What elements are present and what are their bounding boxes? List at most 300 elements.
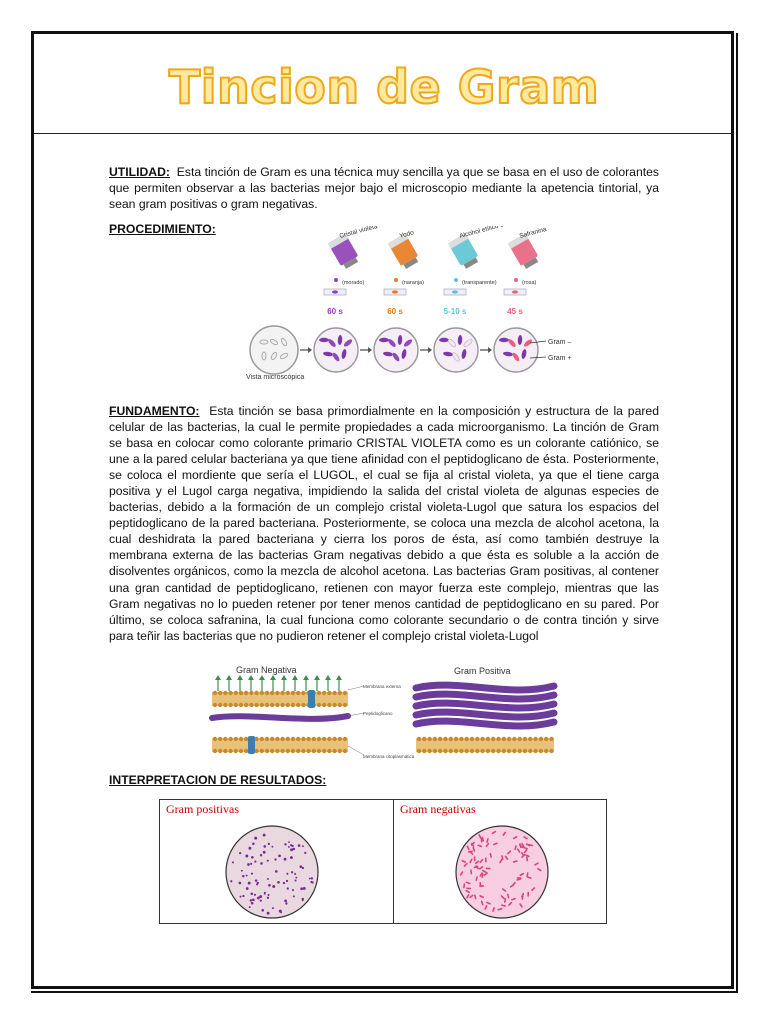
page-title: Tincion de Gram <box>168 60 600 114</box>
microscope-view <box>494 328 538 372</box>
lps-head <box>281 675 287 680</box>
arrow-head <box>308 347 312 353</box>
microscope-view <box>374 328 418 372</box>
lipid-head <box>239 737 243 741</box>
lps-head <box>215 675 221 680</box>
stained-bacterium <box>527 892 529 897</box>
lipid-head <box>228 703 232 707</box>
stained-bacterium <box>263 845 266 848</box>
page-border-shadow-bottom <box>31 991 737 993</box>
lipid-head <box>523 749 527 753</box>
stained-bacterium <box>247 863 250 866</box>
lipid-head <box>491 737 495 741</box>
stained-bacterium <box>481 837 483 842</box>
lipid-head <box>338 691 342 695</box>
lipid-head <box>491 749 495 753</box>
lps-head <box>292 675 298 680</box>
stained-bacterium <box>240 896 242 898</box>
microscope-view <box>314 328 358 372</box>
lipid-head <box>454 749 458 753</box>
lipid-head <box>265 737 269 741</box>
reagent-time: 5-10 s <box>443 307 467 316</box>
lps-head <box>237 675 243 680</box>
lipid-head <box>239 749 243 753</box>
reagent-time: 60 s <box>327 307 343 316</box>
stained-bacterium <box>249 906 251 908</box>
lipid-head <box>327 703 331 707</box>
lipid-head <box>518 737 522 741</box>
fundamento-section <box>109 403 659 644</box>
lipid-head <box>213 749 217 753</box>
stained-bacterium <box>250 899 253 902</box>
lipid-head <box>427 737 431 741</box>
lipid-head <box>443 749 447 753</box>
lipid-head <box>322 737 326 741</box>
stained-bacterium <box>252 843 255 846</box>
reagent-name: Cristal violeta <box>338 226 379 240</box>
lps-head <box>270 675 276 680</box>
lipid-head <box>518 749 522 753</box>
lipid-head <box>512 737 516 741</box>
stained-bacterium <box>260 854 262 856</box>
lipid-head <box>322 703 326 707</box>
lipid-head <box>343 703 347 707</box>
reagent-name: Safranina <box>518 226 548 240</box>
lipid-head <box>234 749 238 753</box>
lipid-head <box>459 749 463 753</box>
lipid-head <box>544 749 548 753</box>
stained-bacterium <box>291 871 293 873</box>
stained-bacterium <box>284 899 287 902</box>
lipid-head <box>228 691 232 695</box>
label-peptidoglicano: Peptidoglicano <box>363 711 393 716</box>
gram-positiva-title: Gram Positiva <box>454 666 511 676</box>
lipid-head <box>449 749 453 753</box>
lipid-head <box>317 703 321 707</box>
lipid-head <box>244 737 248 741</box>
lps-head <box>248 675 254 680</box>
lipid-head <box>475 737 479 741</box>
gram-negativa-title: Gram Negativa <box>236 665 297 675</box>
microscope-view-empty <box>250 326 298 374</box>
procedimiento-heading: PROCEDIMIENTO: <box>109 222 216 236</box>
pointer <box>348 686 364 690</box>
title-divider <box>34 133 731 134</box>
stained-bacterium <box>292 848 295 851</box>
lipid-head <box>465 737 469 741</box>
stained-bacterium <box>303 887 306 890</box>
reagent-bottle <box>448 234 481 271</box>
lipid-head <box>312 749 316 753</box>
micrograph-field <box>226 826 318 918</box>
stained-bacterium <box>254 837 257 840</box>
thick-peptidoglycan-layer <box>416 694 554 699</box>
lipid-head <box>244 749 248 753</box>
stained-bacterium <box>263 851 266 854</box>
stained-bacterium <box>267 878 269 880</box>
lipid-head <box>296 749 300 753</box>
stained-bacterium <box>248 847 251 850</box>
lipid-head <box>280 737 284 741</box>
lipid-head <box>260 703 264 707</box>
lipid-head <box>433 737 437 741</box>
lipid-head <box>296 737 300 741</box>
gram-negative-micrograph <box>454 824 550 920</box>
lipid-head <box>275 703 279 707</box>
arrow-head <box>368 347 372 353</box>
lipid-head <box>254 737 258 741</box>
stained-bacterium <box>256 883 258 885</box>
stained-bacterium <box>290 856 293 859</box>
lipid-head <box>223 749 227 753</box>
stained-bacterium <box>298 844 301 847</box>
lipid-head <box>544 737 548 741</box>
lipid-head <box>286 691 290 695</box>
lps-head <box>314 675 320 680</box>
lipid-head <box>438 749 442 753</box>
lipid-head <box>254 691 258 695</box>
lipid-head <box>301 703 305 707</box>
stained-bacterium <box>288 841 290 843</box>
lipid-head <box>239 703 243 707</box>
lipid-head <box>270 703 274 707</box>
stained-bacterium <box>245 854 248 857</box>
lps-head <box>336 675 342 680</box>
lipid-head <box>539 749 543 753</box>
lipid-head <box>327 691 331 695</box>
stained-bacterium <box>268 843 270 845</box>
stained-bacterium <box>294 873 296 875</box>
lipid-head <box>433 749 437 753</box>
lipid-head <box>502 737 506 741</box>
lipid-head <box>317 749 321 753</box>
lipid-head <box>265 691 269 695</box>
arrow-head <box>428 347 432 353</box>
gram-positivas-label: Gram positivas <box>166 802 239 816</box>
stained-bacterium <box>239 852 241 854</box>
lipid-head <box>218 691 222 695</box>
lipid-head <box>223 691 227 695</box>
lipid-head <box>486 737 490 741</box>
stained-bacterium <box>271 846 273 848</box>
reagent-bottle <box>508 234 541 271</box>
results-table-divider <box>393 800 394 923</box>
stained-bacterium <box>254 894 256 896</box>
stained-bacterium <box>246 887 249 890</box>
stained-bacterium <box>302 867 304 869</box>
lipid-head <box>280 691 284 695</box>
lipid-head <box>244 691 248 695</box>
interpretacion-heading: INTERPRETACION DE RESULTADOS: <box>109 773 327 787</box>
bacterium <box>499 338 509 342</box>
reagent-color-note: (transparente) <box>462 280 497 286</box>
lipid-head <box>317 737 321 741</box>
lipid-head <box>528 749 532 753</box>
stained-bacterium <box>287 887 289 889</box>
lipid-head <box>275 737 279 741</box>
lipid-head <box>507 749 511 753</box>
lipid-head <box>234 703 238 707</box>
stained-bacterium <box>251 902 254 905</box>
utilidad-heading: UTILIDAD: <box>109 165 170 179</box>
stained-bacterium <box>242 895 244 897</box>
membrane-protein <box>248 736 255 754</box>
lipid-head <box>338 749 342 753</box>
lipid-head <box>306 737 310 741</box>
stained-bacterium <box>486 868 491 870</box>
stained-bacterium <box>310 881 312 883</box>
lipid-head <box>275 691 279 695</box>
lipid-head <box>275 749 279 753</box>
lipid-head <box>228 737 232 741</box>
stained-bacterium <box>284 843 286 845</box>
lipid-head <box>260 749 264 753</box>
lps-head <box>303 675 309 680</box>
lipid-head <box>244 703 248 707</box>
stained-bacterium <box>246 875 248 877</box>
lipid-head <box>265 749 269 753</box>
stained-bacterium <box>302 898 304 900</box>
lipid-head <box>332 737 336 741</box>
slide-sample <box>452 290 458 293</box>
reagent-name: Yodo <box>398 229 415 240</box>
lipid-head <box>443 737 447 741</box>
stained-bacterium <box>479 882 481 887</box>
micrograph-field <box>456 826 548 918</box>
stained-bacterium <box>232 861 234 863</box>
lipid-head <box>223 703 227 707</box>
porin <box>308 690 315 708</box>
lipid-head <box>301 691 305 695</box>
lipid-head <box>301 737 305 741</box>
stained-bacterium <box>252 899 255 902</box>
stained-bacterium <box>286 880 288 882</box>
lipid-head <box>301 749 305 753</box>
lipid-head <box>427 749 431 753</box>
stained-bacterium <box>263 834 266 837</box>
reagent-bottle <box>388 234 421 271</box>
lipid-head <box>470 749 474 753</box>
lipid-head <box>280 749 284 753</box>
lipid-head <box>480 737 484 741</box>
lipid-head <box>417 749 421 753</box>
stained-bacterium <box>268 884 271 887</box>
stained-bacterium <box>251 873 253 875</box>
lipid-head <box>332 703 336 707</box>
lipid-head <box>322 749 326 753</box>
lipid-head <box>260 737 264 741</box>
lipid-head <box>218 737 222 741</box>
reagent-color-note: (rosa) <box>522 280 537 286</box>
lipid-head <box>422 737 426 741</box>
lipid-head <box>228 749 232 753</box>
arrow-head <box>488 347 492 353</box>
lipid-head <box>254 703 258 707</box>
gram-positive-micrograph <box>224 824 320 920</box>
stained-bacterium <box>311 877 313 879</box>
lipid-head <box>234 737 238 741</box>
lipid-head <box>260 691 264 695</box>
legend-gram-neg: Gram – <box>548 339 572 346</box>
lipid-head <box>470 737 474 741</box>
stained-bacterium <box>268 894 270 896</box>
reagent-drop <box>454 278 458 282</box>
lipid-head <box>486 749 490 753</box>
lipid-head <box>291 737 295 741</box>
fundamento-heading: FUNDAMENTO: <box>109 404 200 418</box>
lipid-head <box>533 749 537 753</box>
stained-bacterium <box>309 878 311 880</box>
stained-bacterium <box>292 889 294 891</box>
lipid-head <box>270 691 274 695</box>
stained-bacterium <box>267 897 269 899</box>
lipid-head <box>291 749 295 753</box>
stained-bacterium <box>255 879 257 881</box>
lps-head <box>259 675 265 680</box>
lipid-head <box>332 749 336 753</box>
slide-sample <box>392 290 398 293</box>
reagent-drop <box>514 278 518 282</box>
stained-bacterium <box>299 865 302 868</box>
lipid-head <box>422 749 426 753</box>
lipid-head <box>502 749 506 753</box>
thick-peptidoglycan-layer <box>416 703 554 708</box>
lipid-head <box>270 737 274 741</box>
stained-bacterium <box>261 909 264 912</box>
lipid-head <box>417 737 421 741</box>
stained-bacterium <box>517 877 522 879</box>
bacterium <box>379 338 389 342</box>
reagent-name: Alcohol etílico 95 % <box>458 226 516 240</box>
lipid-head <box>317 691 321 695</box>
lipid-head <box>528 737 532 741</box>
stained-bacterium <box>248 882 251 885</box>
lipid-head <box>327 749 331 753</box>
lipid-head <box>280 703 284 707</box>
lipid-head <box>338 703 342 707</box>
lipid-head <box>239 691 243 695</box>
lipid-head <box>332 691 336 695</box>
lipid-head <box>449 737 453 741</box>
reagent-color-note: (naranja) <box>402 280 425 286</box>
stained-bacterium <box>239 882 242 885</box>
bacterium <box>319 338 329 342</box>
lps-head <box>226 675 232 680</box>
lipid-head <box>291 691 295 695</box>
stained-bacterium <box>230 880 232 882</box>
start-label: Vista microscópica <box>246 374 305 381</box>
lipid-head <box>286 703 290 707</box>
lipid-head <box>213 737 217 741</box>
stained-bacterium <box>251 856 254 859</box>
stained-bacterium <box>295 877 297 879</box>
stained-bacterium <box>242 875 244 877</box>
lipid-head <box>265 703 269 707</box>
thin-peptidoglycan <box>212 716 348 719</box>
lipid-head <box>218 703 222 707</box>
stained-bacterium <box>275 870 278 873</box>
lipid-head <box>306 749 310 753</box>
utilidad-text: Esta tinción de Gram es una técnica muy sencilla ya que se basa en el uso de colorantes que permiten observar a las bacterias mejor bajo el microscopio mediante la apetencia tintorial, ya sean gram positivas o gram negativas. <box>109 165 659 211</box>
lipid-head <box>338 737 342 741</box>
lipid-head <box>480 749 484 753</box>
lipid-head <box>496 737 500 741</box>
lipid-head <box>475 749 479 753</box>
lipid-head <box>270 749 274 753</box>
lipid-head <box>218 749 222 753</box>
thick-peptidoglycan-layer <box>416 712 554 717</box>
procedure-diagram <box>240 226 620 391</box>
fundamento-text: Esta tinción se basa primordialmente en la composición y estructura de la pared celular de las bacterias, la cual le permite propiedades a cada microorganismo. La tinción de Gram se basa en colocar como colorante primario CRISTAL VIOLETA como es un colorante catiónico, se une a la pared celular bacteriana ya que tiene afinidad con el peptidoglicano de ésta. Posteriormente, se coloca el mordiente que sería el LUGOL, el cual se fija al cristal violeta, ya que el tiene carga positiva y el Lugol carga negativa, impidiendo la salida del cristal violeta de algunas especies de bacterias, debido a la formación de un complejo cristal violeta-Lugol que satura los espacios del peptidoglicano de la pared bacteriana. Posteriormente, se coloca una mezcla de alcohol acetona, la cual deshidrata la pared bacteriana y cierra los poros de ésta, así como también destruye la membrana externa de las bacterias Gram negativas debido a que ésta es soluble a la acción de disolventes orgánicos, como la mezcla de alcohol acetona. Las bacterias Gram positivas, al contener una gran cantidad de peptidoglicano, retienen con mayor fuerza este complejo, mientras que las Gram negativas no lo pueden retener por tener menos cantidad de peptidoglicano en su pared. Por último, se coloca safranina, la cual funciona como colorante secundario o de contra tinción y sirve para teñir las bacterias que no pudieron retener el complejo cristal violeta-Lugol <box>109 404 659 643</box>
lipid-head <box>496 749 500 753</box>
stained-bacterium <box>272 907 274 909</box>
lipid-head <box>296 691 300 695</box>
lipid-head <box>549 737 553 741</box>
reagent-time: 60 s <box>387 307 403 316</box>
stained-bacterium <box>286 873 288 875</box>
stained-bacterium <box>304 852 306 854</box>
stained-bacterium <box>264 892 266 894</box>
microscope-view <box>434 328 478 372</box>
lipid-head <box>249 703 253 707</box>
stained-bacterium <box>272 885 275 888</box>
slide-sample <box>512 290 518 293</box>
stained-bacterium <box>267 912 270 915</box>
gram-negativas-label: Gram negativas <box>400 802 476 816</box>
stained-bacterium <box>284 858 287 861</box>
lipid-head <box>438 737 442 741</box>
reagent-drop <box>394 278 398 282</box>
stained-bacterium <box>285 902 287 904</box>
lipid-head <box>512 749 516 753</box>
lipid-head <box>291 703 295 707</box>
legend-gram-pos: Gram + <box>548 355 572 362</box>
stained-bacterium <box>291 845 293 847</box>
stained-bacterium <box>300 887 303 890</box>
label-membrana-citoplasmatica: Membrana citoplasmática <box>363 754 415 759</box>
stained-bacterium <box>250 892 253 895</box>
stained-bacterium <box>278 854 281 857</box>
lipid-head <box>465 749 469 753</box>
reagent-color-note: (morado) <box>342 280 365 286</box>
lipid-head <box>549 749 553 753</box>
lipid-head <box>312 737 316 741</box>
reagent-bottle <box>328 234 361 271</box>
lipid-head <box>327 737 331 741</box>
stained-bacterium <box>293 895 295 897</box>
lipid-head <box>249 691 253 695</box>
pointer <box>348 746 364 755</box>
lipid-head <box>286 749 290 753</box>
lipid-head <box>459 737 463 741</box>
lipid-head <box>296 703 300 707</box>
stained-bacterium <box>260 862 263 865</box>
label-membrana-externa: Membrana externa <box>363 684 401 689</box>
stained-bacterium <box>295 879 297 881</box>
page-border-shadow-right <box>736 33 738 993</box>
lipid-head <box>213 691 217 695</box>
utilidad-section <box>109 164 659 212</box>
lipid-head <box>343 749 347 753</box>
lipid-head <box>286 737 290 741</box>
lipid-head <box>539 737 543 741</box>
lps-head <box>325 675 331 680</box>
stained-bacterium <box>288 846 290 848</box>
stained-bacterium <box>283 882 285 884</box>
stained-bacterium <box>260 899 262 901</box>
stained-bacterium <box>274 858 276 860</box>
results-table <box>159 799 607 924</box>
